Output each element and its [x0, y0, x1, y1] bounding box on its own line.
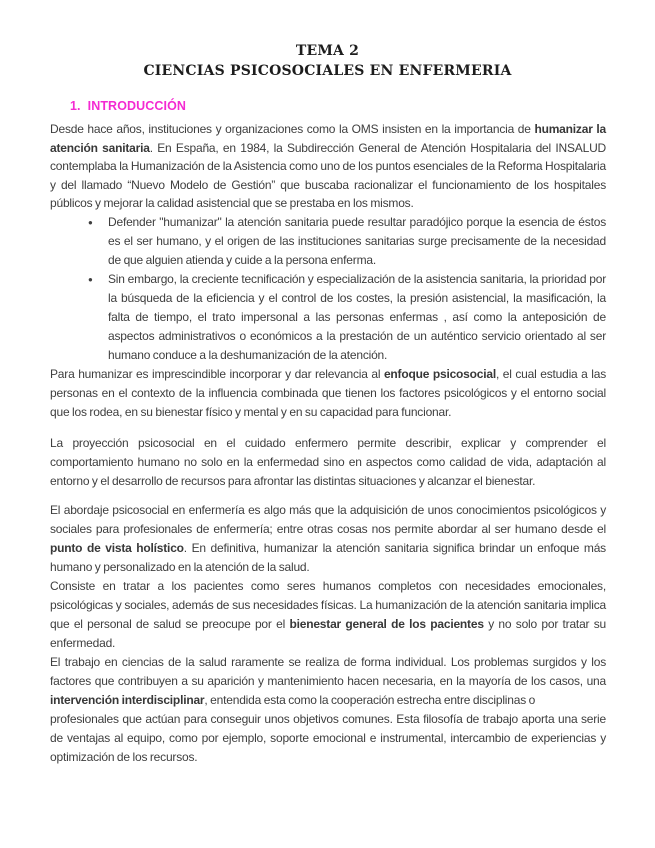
bold-text-run: enfoque psicosocial — [383, 366, 497, 381]
text-run: profesionales que actúan para conseguir unos objetivos comunes. Esta filosofía de trabajo aporta una serie de ventajas al equipo, como por ejemplo, soporte emocional e instrumental, intercambio de experiencias y optimización de los recursos. — [50, 711, 606, 764]
text-run: El abordaje psicosocial en enfermería es algo más que la adquisición de unos conocimientos psicológicos y sociales para profesionales de enfermería; entre otras cosas nos permite abordar al ser humano desde el — [50, 502, 606, 536]
text-run: El trabajo en ciencias de la salud raramente se realiza de forma individual. Los problemas surgidos y los factores que contribuyen a su aparición y mantenimiento hacen necesaria, en la mayoría de los casos, una — [50, 654, 606, 688]
text-run: , el cual estudia a las personas en el contexto de la influencia combinada que tienen los factores psicológicos y el entorno social que los rodea, en su bienestar físico y mental y en su capacidad para funcionar. — [50, 366, 607, 419]
section-heading — [70, 98, 606, 114]
bold-text-run: humanizar la atención sanitaria — [50, 122, 606, 155]
document-body — [50, 120, 606, 767]
text-run: Desde hace años, instituciones y organizaciones como la OMS insisten en la importancia de — [50, 122, 535, 136]
paragraph — [50, 434, 606, 491]
section-label: INTRODUCCIÓN — [87, 99, 187, 113]
text-run: Consiste en tratar a los pacientes como seres humanos completos con necesidades emocionales, psicológicas y sociales, además de sus necesidades físicas. La humanización de la atención sanitaria implica que el personal de salud se preocupe por el — [50, 578, 606, 631]
paragraph — [50, 577, 606, 653]
text-run: , entendida esta como la cooperación estrecha entre disciplinas o — [204, 692, 536, 707]
paragraph — [50, 710, 606, 767]
bullet-text — [108, 270, 606, 365]
text-run: Para humanizar es imprescindible incorporar y dar relevancia al — [50, 366, 384, 381]
bullet-item — [50, 213, 606, 270]
text-run: Sin embargo, la creciente tecnificación y especialización de la asistencia sanitaria, la prioridad por la búsqueda de la eficiencia y el control de los costes, la presión asistencial, la masificación, la falta de tiempo, el trato impersonal a las personas enfermas , así como la anteposición de aspectos administrativos o económicos a la prestación de un auténtico servicio orientado al ser humano conduce a la deshumanización de la atención. — [108, 271, 606, 362]
text-run: Defender "humanizar" la atención sanitaria puede resultar paradójico porque la esencia de éstos es el ser humano, y el origen de las instituciones sanitarias surge precisamente de la necesidad de que alguien atienda y cuide a la persona enferma. — [108, 214, 606, 267]
paragraph — [50, 120, 606, 213]
paragraph — [50, 653, 606, 710]
bullet-text — [108, 213, 606, 270]
title-line-2: CIENCIAS PSICOSOCIALES EN ENFERMERIA — [143, 63, 512, 79]
section-number: 1. — [70, 99, 81, 113]
bold-text-run: intervención interdisciplinar — [50, 692, 205, 707]
bold-text-run: punto de vista holístico — [50, 540, 184, 555]
bullet-item — [50, 270, 606, 365]
paragraph — [50, 365, 606, 422]
text-run: y no solo por tratar su enfermedad. — [50, 616, 607, 650]
text-run: . En definitiva, humanizar la atención sanitaria significa brindar un enfoque más humano y personalizado en la atención de la salud. — [50, 540, 606, 574]
text-run: . En España, en 1984, la Subdirección General de Atención Hospitalaria del INSALUD contemplaba la Humanización de la Asistencia como uno de los puntos esenciales de la Reforma Hospitalaria y del llamado “Nuevo Modelo de Gestión” que buscaba racionalizar el funcionamiento de los hospitales públicos y mejorar la calidad asistencial que se prestaba en los mismos. — [50, 140, 607, 210]
bullet-icon: ● — [88, 217, 93, 227]
document-title — [0, 0, 655, 81]
bullet-icon: ● — [88, 274, 93, 284]
title-line-1: TEMA 2 — [295, 43, 360, 59]
text-run: La proyección psicosocial en el cuidado enfermero permite describir, explicar y comprender el comportamiento humano no solo en la enfermedad sino en aspectos como calidad de vida, adaptación al entorno y el desarrollo de recursos para afrontar las distintas situaciones y alcanzar el bienestar. — [50, 435, 606, 488]
bold-text-run: bienestar general de los pacientes — [289, 616, 484, 631]
paragraph — [50, 501, 606, 577]
